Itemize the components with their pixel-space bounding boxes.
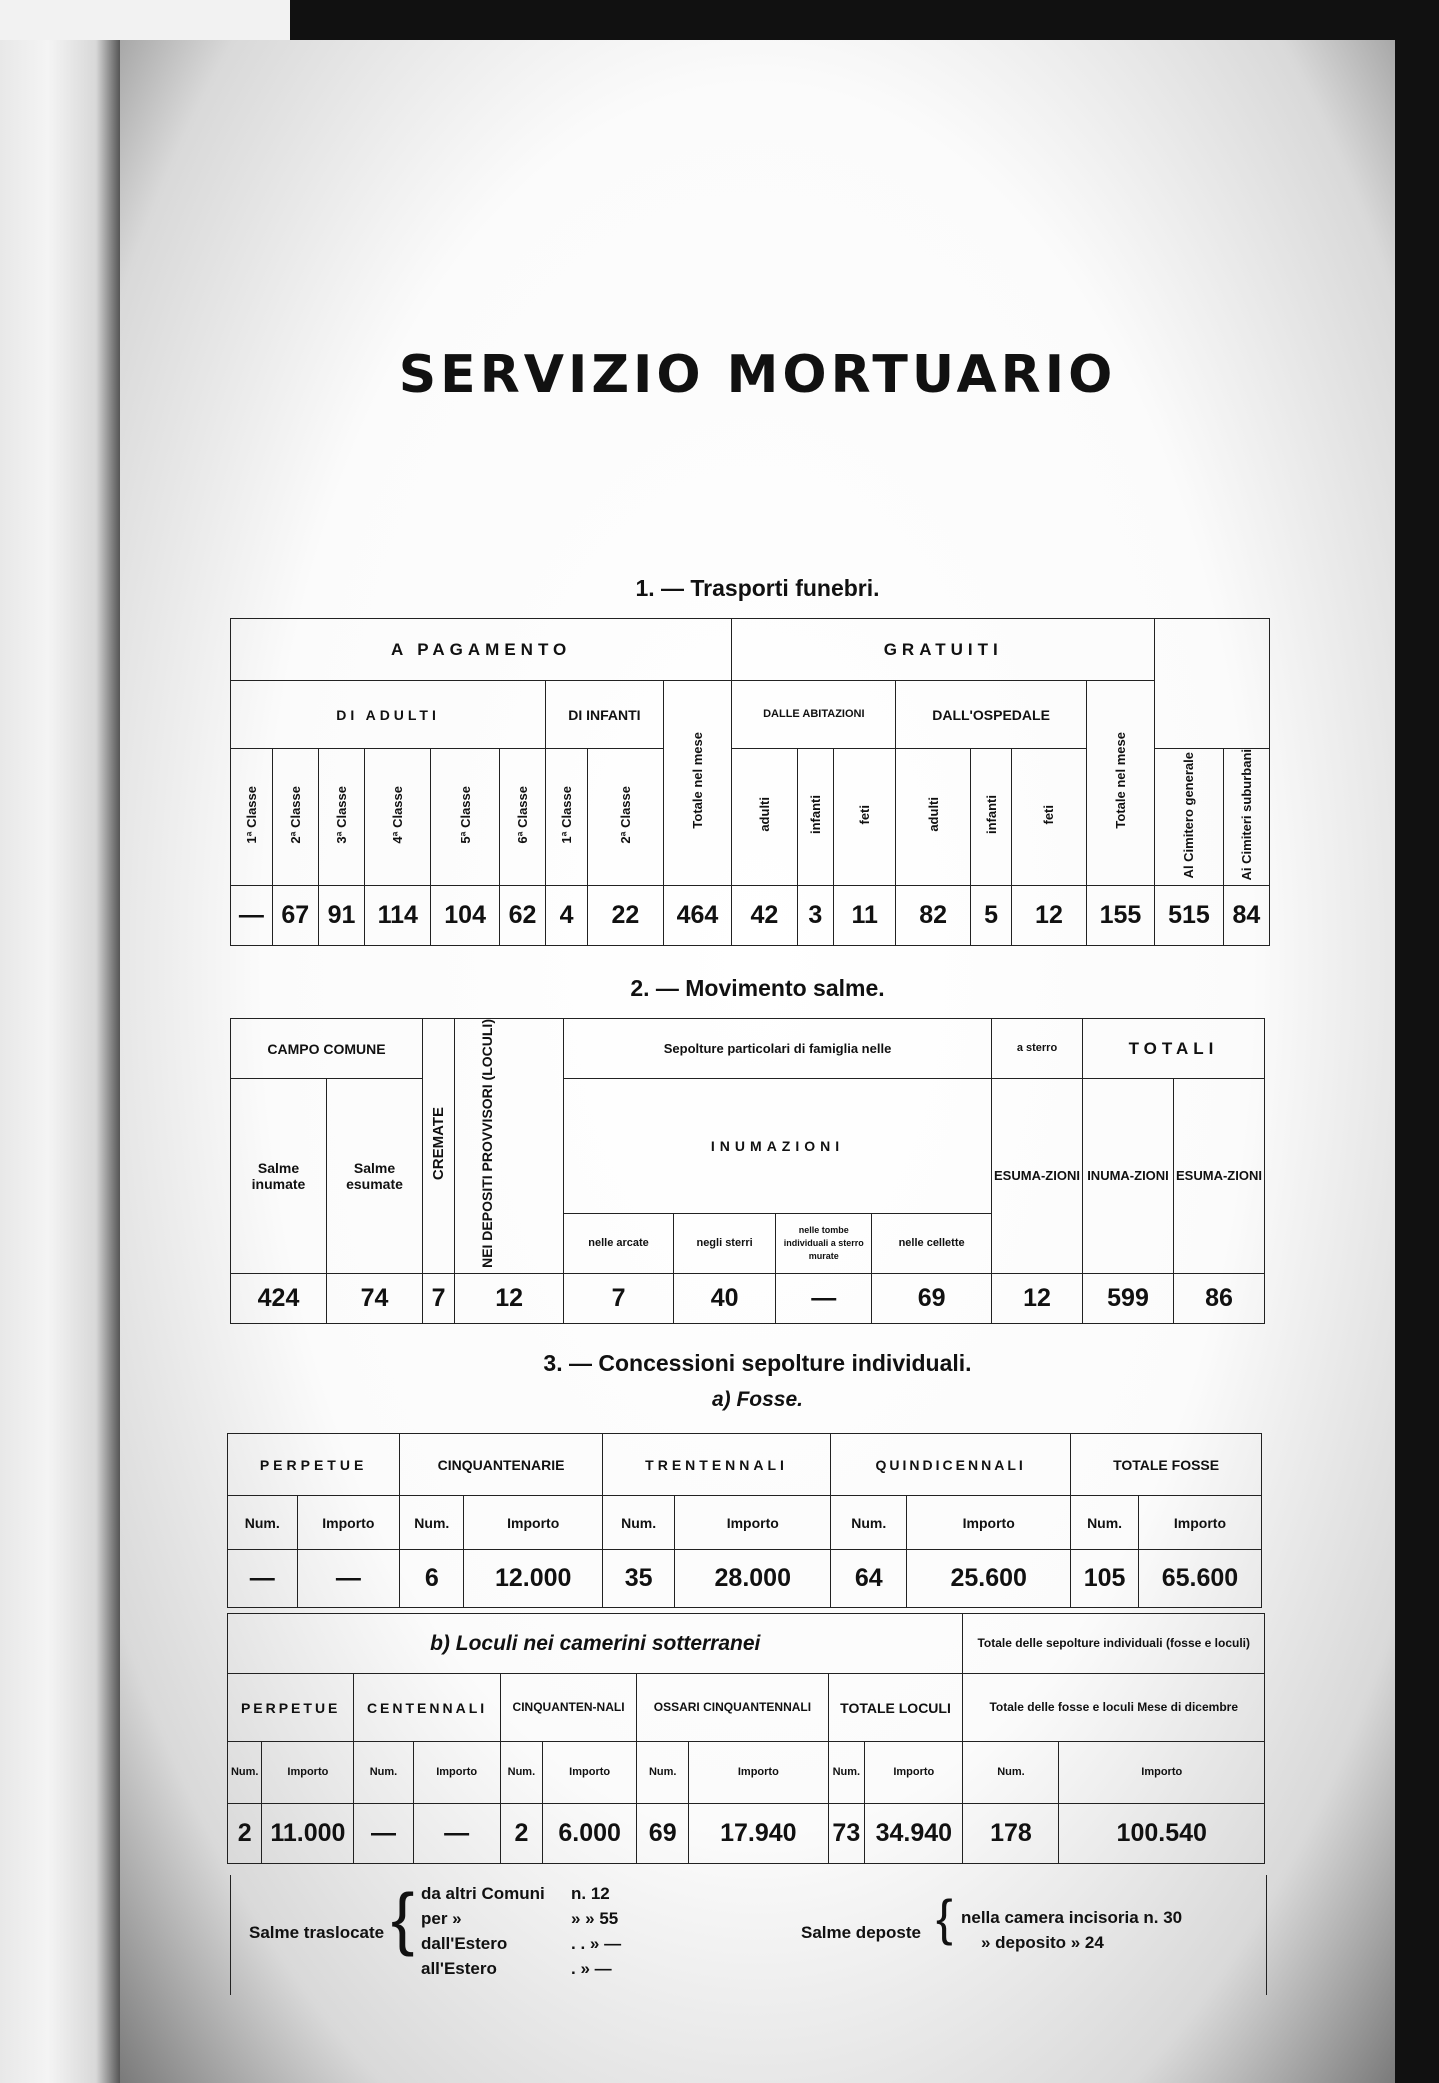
- value-cell: 74: [327, 1273, 423, 1323]
- value-cell: 40: [673, 1273, 775, 1323]
- header-importo: Importo: [1138, 1496, 1261, 1550]
- value-cell: 42: [732, 886, 797, 946]
- fosse-subtitle: a) Fosse.: [711, 1388, 804, 1411]
- value-cell: 12: [1012, 886, 1086, 946]
- header-nelle-cellette: nelle cellette: [872, 1213, 992, 1273]
- value-cell: 6.000: [543, 1804, 637, 1864]
- header-dalle-abitazioni: DALLE ABITAZIONI: [732, 681, 896, 749]
- header-loculi-perpetue: PERPETUE: [228, 1674, 354, 1742]
- header-importo: Importo: [1059, 1742, 1265, 1804]
- header-num: Num.: [963, 1742, 1059, 1804]
- header-inumazioni: INUMAZIONI: [564, 1079, 992, 1214]
- col-adulti-classe-1: 1ª Classe: [231, 749, 273, 886]
- header-quindicennali: QUINDICENNALI: [831, 1434, 1071, 1496]
- section3-title: 3. — Concessioni sepolture individuali.: [543, 1350, 972, 1376]
- document-page: [120, 40, 1395, 2083]
- header-importo: Importo: [297, 1496, 400, 1550]
- header-trentennali: TRENTENNALI: [602, 1434, 830, 1496]
- value-cell: 2: [228, 1804, 262, 1864]
- value-cell: 22: [588, 886, 664, 946]
- header-loculi-cinquantennali: CINQUANTEN-NALI: [500, 1674, 637, 1742]
- value-cell: 114: [365, 886, 431, 946]
- header-importo: Importo: [413, 1742, 500, 1804]
- col-infanti-classe-2: 2ª Classe: [588, 749, 664, 886]
- value-cell: 62: [499, 886, 545, 946]
- col-cimitero-generale: Al Cimitero generale: [1155, 749, 1224, 886]
- header-num: Num.: [831, 1496, 907, 1550]
- traslocate-row: per » » » 55: [421, 1909, 619, 1928]
- value-cell: 5: [970, 886, 1011, 946]
- value-cell: 82: [896, 886, 970, 946]
- col-adulti-classe-2: 2ª Classe: [272, 749, 318, 886]
- value-cell: 65.600: [1138, 1550, 1261, 1608]
- footer-box: [230, 1875, 1267, 1995]
- header-esumazioni: ESUMA-ZIONI: [992, 1079, 1083, 1274]
- value-cell: 100.540: [1059, 1804, 1265, 1864]
- page-title: SERVIZIO MORTUARIO: [398, 345, 1117, 405]
- value-cell: 599: [1083, 1273, 1174, 1323]
- header-totale-mese-dicembre: Totale delle fosse e loculi Mese di dicembre: [963, 1674, 1265, 1742]
- scan-margin-top: [0, 0, 290, 40]
- header-salme-esumate: Salme esumate: [327, 1079, 423, 1274]
- value-cell: 424: [231, 1273, 327, 1323]
- value-cell: —: [228, 1550, 298, 1608]
- value-cell: 464: [663, 886, 732, 946]
- header-totale-pagamento: Totale nel mese: [663, 681, 732, 886]
- value-cell: 84: [1223, 886, 1269, 946]
- header-perpetue: PERPETUE: [228, 1434, 400, 1496]
- header-dall-ospedale: DALL'OSPEDALE: [896, 681, 1086, 749]
- col-adulti-classe-4: 4ª Classe: [365, 749, 431, 886]
- header-depositi: NEI DEPOSITI PROVVISORI (LOCULI): [455, 1019, 564, 1274]
- header-salme-inumate: Salme inumate: [231, 1079, 327, 1274]
- value-cell: 86: [1174, 1273, 1265, 1323]
- header-a-pagamento: A PAGAMENTO: [231, 619, 732, 681]
- section2-title: 2. — Movimento salme.: [630, 975, 885, 1001]
- header-esumazioni-tot: ESUMA-ZIONI: [1174, 1079, 1265, 1274]
- value-cell: 3: [797, 886, 833, 946]
- movimento-table: [230, 1018, 1265, 1324]
- header-nelle-arcate: nelle arcate: [564, 1213, 674, 1273]
- deposte-row: nella camera incisoria n. 30: [961, 1908, 1183, 1927]
- value-cell: 7: [423, 1273, 455, 1323]
- value-cell: 34.940: [865, 1804, 963, 1864]
- value-cell: 73: [828, 1804, 865, 1864]
- header-cremate: CREMATE: [423, 1019, 455, 1274]
- header-totale-sepolture: Totale delle sepolture individuali (fosse e loculi): [963, 1614, 1265, 1674]
- col-ospedale-infanti: infanti: [970, 749, 1011, 886]
- col-cimiteri-suburbani: Ai Cimiteri suburbani: [1223, 749, 1269, 886]
- header-blank: [1155, 619, 1270, 749]
- section1-title: 1. — Trasporti funebri.: [635, 575, 880, 601]
- value-cell: 69: [872, 1273, 992, 1323]
- header-loculi-centennali: CENTENNALI: [354, 1674, 500, 1742]
- header-num: Num.: [400, 1496, 464, 1550]
- header-nelle-tombe: nelle tombe individuali a sterro murate: [776, 1213, 872, 1273]
- header-totale-gratuiti: Totale nel mese: [1086, 681, 1155, 886]
- value-cell: 6: [400, 1550, 464, 1608]
- value-cell: 4: [546, 886, 588, 946]
- header-a-sterro: a sterro: [992, 1019, 1083, 1079]
- value-cell: 2: [500, 1804, 542, 1864]
- value-cell: —: [776, 1273, 872, 1323]
- value-cell: —: [354, 1804, 413, 1864]
- value-cell: 7: [564, 1273, 674, 1323]
- value-cell: 105: [1071, 1550, 1139, 1608]
- header-num: Num.: [828, 1742, 865, 1804]
- traslocate-row: all'Estero . » —: [421, 1959, 612, 1978]
- header-totali: TOTALI: [1083, 1019, 1265, 1079]
- header-importo: Importo: [689, 1742, 828, 1804]
- col-infanti-classe-1: 1ª Classe: [546, 749, 588, 886]
- header-importo: Importo: [543, 1742, 637, 1804]
- value-cell: 35: [602, 1550, 674, 1608]
- value-cell: 11.000: [262, 1804, 354, 1864]
- value-cell: 69: [637, 1804, 689, 1864]
- trasporti-table: [230, 618, 1270, 946]
- header-num: Num.: [500, 1742, 542, 1804]
- header-di-adulti: DI ADULTI: [231, 681, 546, 749]
- value-cell: 91: [318, 886, 364, 946]
- header-totale-fosse: TOTALE FOSSE: [1071, 1434, 1262, 1496]
- traslocate-list: [421, 1881, 621, 1981]
- col-ospedale-feti: feti: [1012, 749, 1086, 886]
- header-negli-sterri: negli sterri: [673, 1213, 775, 1273]
- salme-deposte-label: Salme deposte: [801, 1923, 921, 1942]
- value-cell: —: [231, 886, 273, 946]
- header-di-infanti: DI INFANTI: [546, 681, 664, 749]
- header-cinquantenarie: CINQUANTENARIE: [400, 1434, 603, 1496]
- col-adulti-classe-3: 3ª Classe: [318, 749, 364, 886]
- header-num: Num.: [354, 1742, 413, 1804]
- deposte-row: » deposito » 24: [981, 1933, 1104, 1952]
- header-importo: Importo: [675, 1496, 831, 1550]
- header-num: Num.: [228, 1742, 262, 1804]
- salme-traslocate-label: Salme traslocate: [249, 1923, 385, 1942]
- header-campo-comune: CAMPO COMUNE: [231, 1019, 423, 1079]
- value-cell: 178: [963, 1804, 1059, 1864]
- header-sepolture: Sepolture particolari di famiglia nelle: [564, 1019, 992, 1079]
- col-abitazioni-adulti: adulti: [732, 749, 797, 886]
- header-inumazioni-tot: INUMA-ZIONI: [1083, 1079, 1174, 1274]
- traslocate-row: da altri Comuni n. 12: [421, 1884, 610, 1903]
- brace-icon: {: [936, 1890, 953, 1946]
- header-num: Num.: [1071, 1496, 1139, 1550]
- value-cell: 12.000: [464, 1550, 602, 1608]
- col-abitazioni-feti: feti: [834, 749, 896, 886]
- col-adulti-classe-6: 6ª Classe: [499, 749, 545, 886]
- value-cell: 155: [1086, 886, 1155, 946]
- header-importo: Importo: [262, 1742, 354, 1804]
- value-cell: —: [413, 1804, 500, 1864]
- header-num: Num.: [602, 1496, 674, 1550]
- value-cell: 11: [834, 886, 896, 946]
- value-cell: 12: [992, 1273, 1083, 1323]
- fosse-table: [227, 1433, 1262, 1608]
- header-importo: Importo: [464, 1496, 602, 1550]
- deposte-list: [961, 1905, 1182, 1955]
- header-loculi-ossari: OSSARI CINQUANTENNALI: [637, 1674, 828, 1742]
- header-importo: Importo: [865, 1742, 963, 1804]
- traslocate-row: dall'Estero . . » —: [421, 1934, 622, 1953]
- col-adulti-classe-5: 5ª Classe: [431, 749, 500, 886]
- value-cell: 25.600: [907, 1550, 1071, 1608]
- value-cell: 28.000: [675, 1550, 831, 1608]
- header-importo: Importo: [907, 1496, 1071, 1550]
- header-num: Num.: [637, 1742, 689, 1804]
- loculi-table: [227, 1613, 1265, 1864]
- scan-margin-left: [0, 0, 120, 2083]
- value-cell: 104: [431, 886, 500, 946]
- value-cell: —: [297, 1550, 400, 1608]
- col-ospedale-adulti: adulti: [896, 749, 970, 886]
- header-totale-loculi: TOTALE LOCULI: [828, 1674, 963, 1742]
- value-cell: 64: [831, 1550, 907, 1608]
- col-abitazioni-infanti: infanti: [797, 749, 833, 886]
- brace-icon: {: [391, 1879, 415, 1957]
- value-cell: 17.940: [689, 1804, 828, 1864]
- value-cell: 515: [1155, 886, 1224, 946]
- value-cell: 67: [272, 886, 318, 946]
- header-gratuiti: GRATUITI: [732, 619, 1155, 681]
- loculi-subtitle: b) Loculi nei camerini sotterranei: [228, 1614, 963, 1674]
- header-num: Num.: [228, 1496, 298, 1550]
- value-cell: 12: [455, 1273, 564, 1323]
